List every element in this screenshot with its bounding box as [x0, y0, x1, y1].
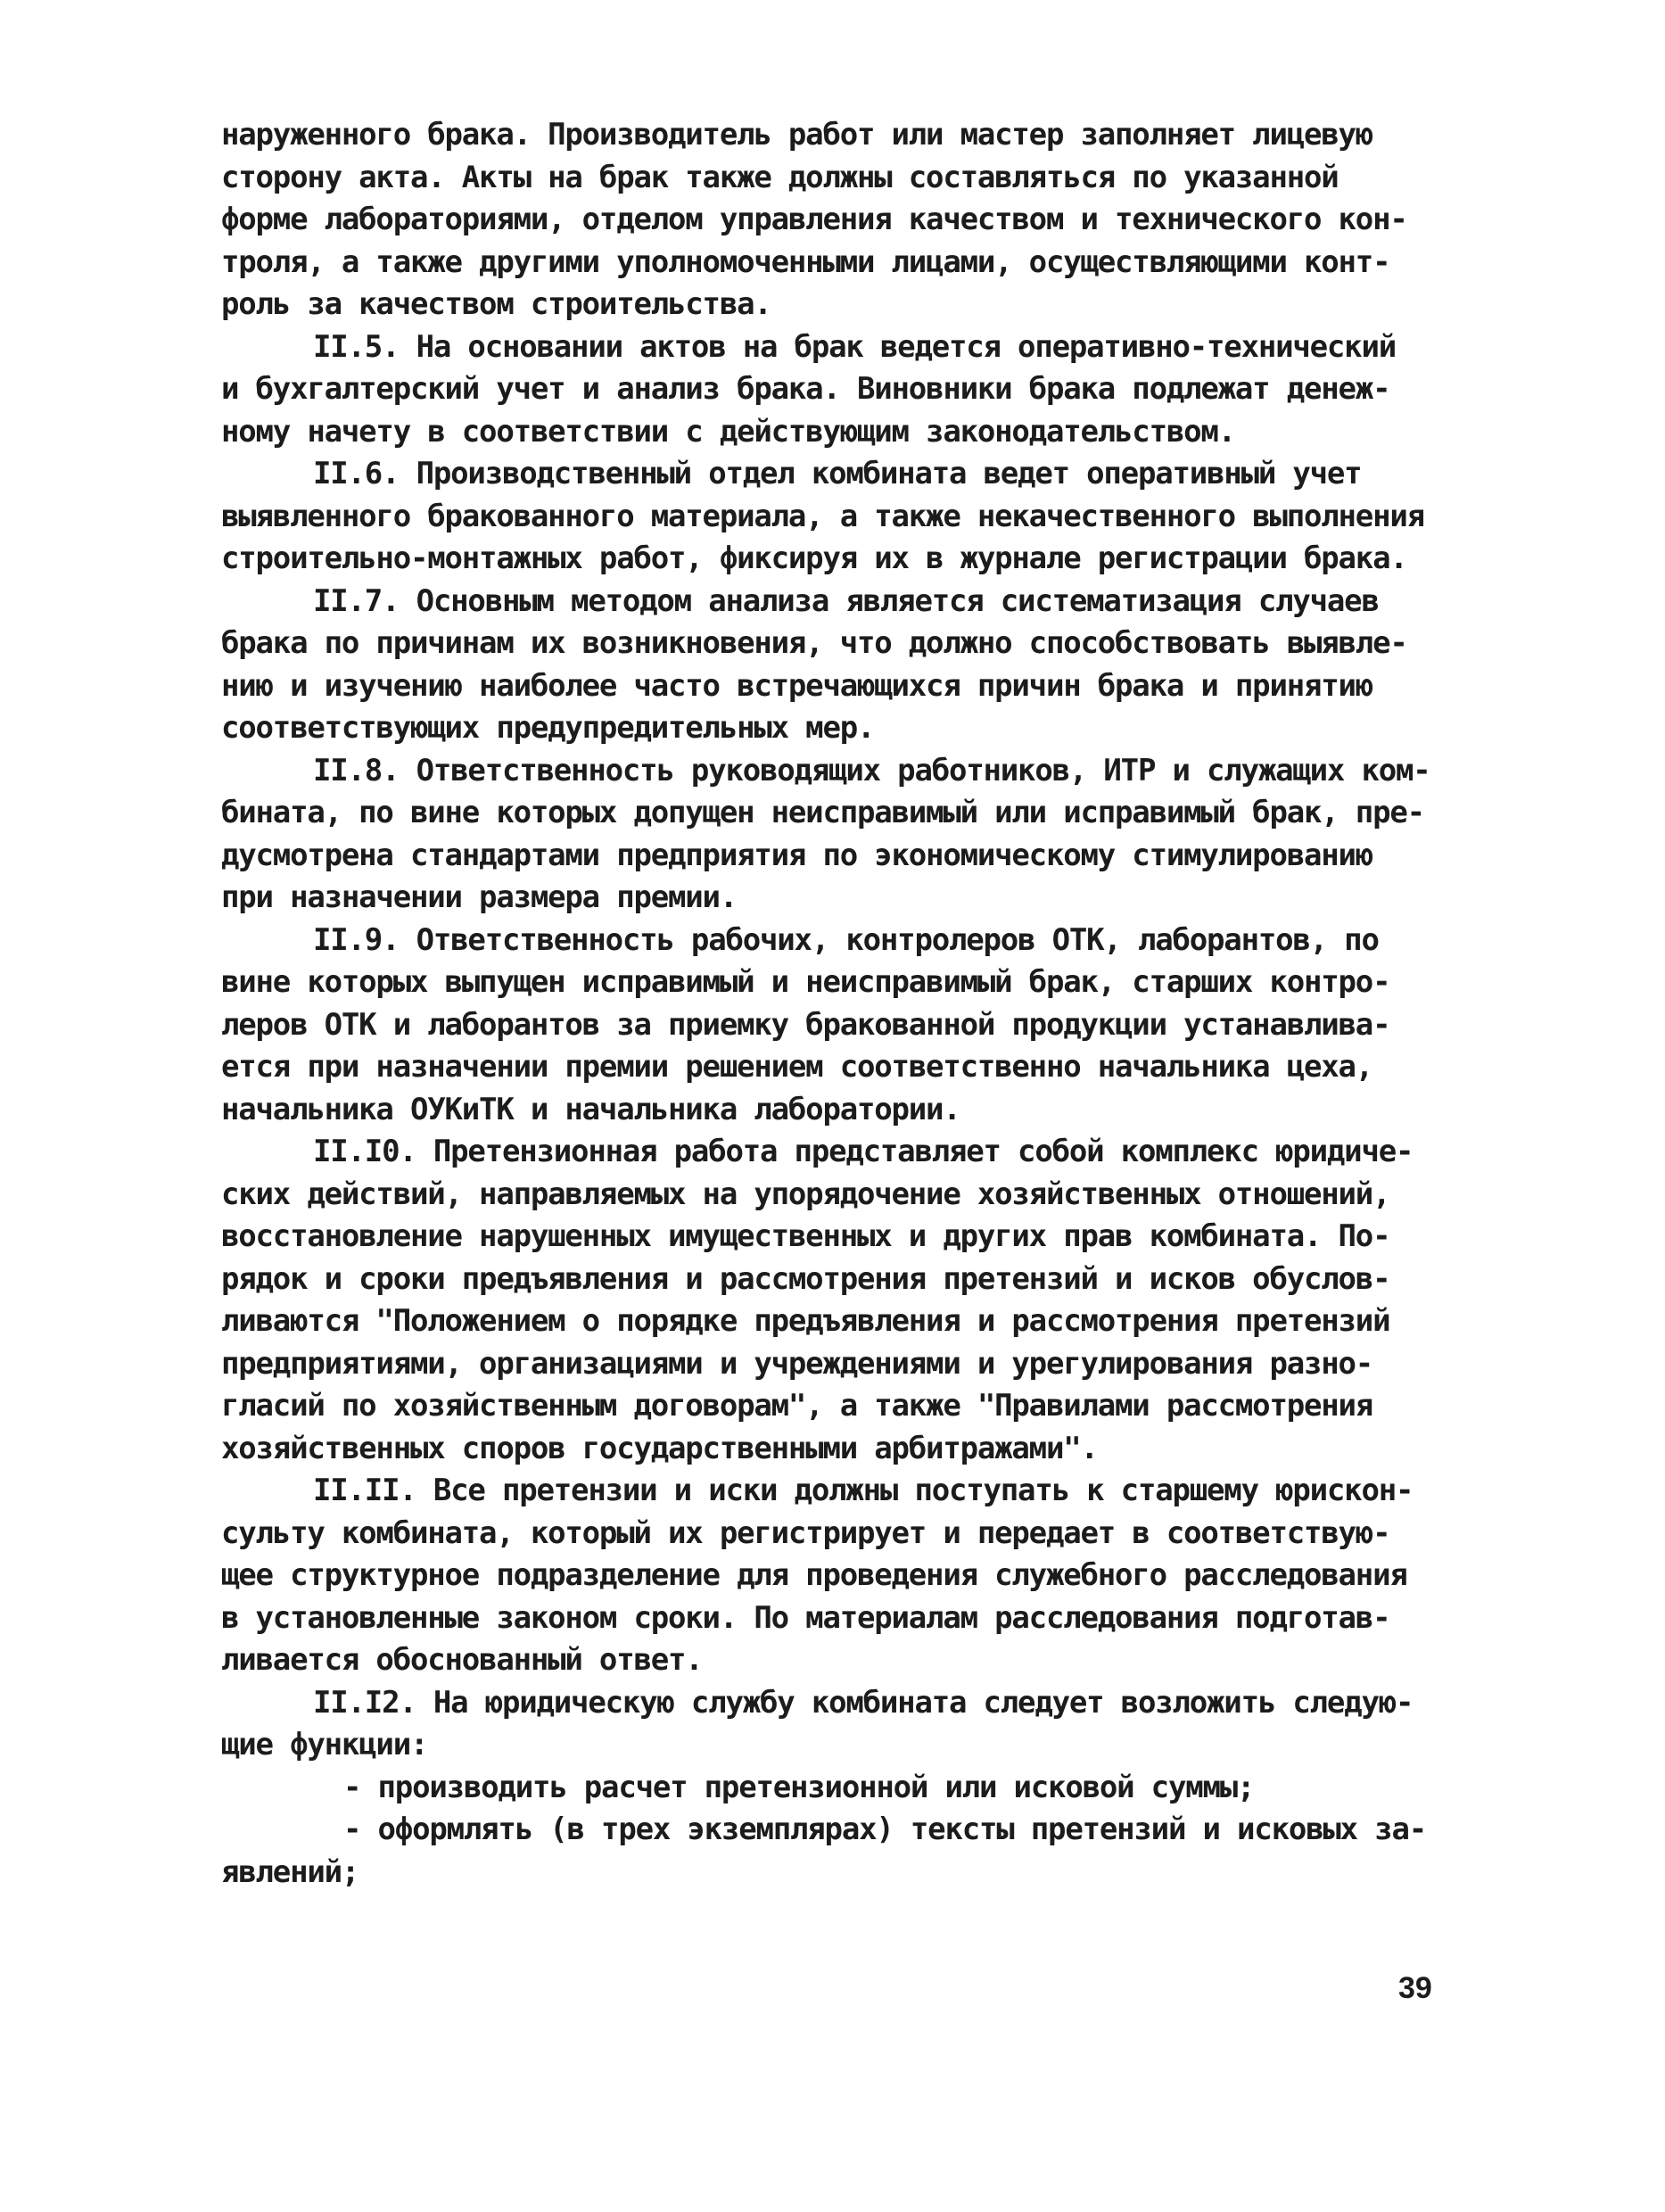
- text-line: сульту комбината, который их регистрирует и передает в соответствую-: [221, 1515, 1390, 1551]
- list-item: - оформлять (в трех экземплярах) тексты претензий и исковых за-: [343, 1812, 1426, 1847]
- text-line: брака по причинам их возникновения, что должно способствовать выявле-: [221, 625, 1407, 661]
- text-line: выявленного бракованного материала, а также некачественного выполнения: [221, 498, 1424, 534]
- text-line: вине которых выпущен исправимый и неисправимый брак, старших контро-: [221, 964, 1390, 1000]
- text-line: бината, по вине которых допущен неисправимый или исправимый брак, пре-: [221, 795, 1424, 830]
- text-line: в установленные законом сроки. По материалам расследования подготав-: [221, 1599, 1390, 1636]
- paragraph-start-11-5: II.5. На основании актов на брак ведется оперативно-технический: [313, 328, 1396, 365]
- text-line: ливаются "Положением о порядке предъявления и рассмотрения претензий: [221, 1303, 1390, 1339]
- list-item: - производить расчет претензионной или исковой суммы;: [343, 1769, 1255, 1805]
- text-line: нию и изучению наиболее часто встречающихся причин брака и принятию: [221, 667, 1373, 704]
- text-line: явлений;: [221, 1853, 359, 1890]
- text-line: рядок и сроки предъявления и рассмотрения претензий и исков обуслов-: [221, 1260, 1390, 1297]
- text-line: сторону акта. Акты на брак также должны составляться по указанной: [221, 159, 1339, 195]
- text-line: предприятиями, организациями и учреждениями и урегулирования разно-: [221, 1345, 1373, 1382]
- paragraph-start-11-9: II.9. Ответственность рабочих, контролеров ОТК, лаборантов, по: [313, 921, 1379, 958]
- text-line: восстановление нарушенных имущественных и других прав комбината. По-: [221, 1218, 1390, 1254]
- paragraph-start-11-6: II.6. Производственный отдел комбината ведет оперативный учет: [313, 456, 1362, 491]
- page-number: 39: [1398, 1971, 1432, 2005]
- text-line: троля, а также другими уполномоченными лицами, осуществляющими конт-: [221, 243, 1390, 280]
- paragraph-start-11-7: II.7. Основным методом анализа является систематизация случаев: [313, 582, 1379, 619]
- text-line: строительно-монтажных работ, фиксируя их в журнале регистрации брака.: [221, 541, 1407, 576]
- paragraph-start-11-10: II.I0. Претензионная работа представляет собой комплекс юридиче-: [313, 1134, 1414, 1169]
- text-line: при назначении размера премии.: [221, 879, 738, 915]
- text-line: начальника ОУКиТК и начальника лаборатории.: [221, 1091, 960, 1127]
- text-line: дусмотрена стандартами предприятия по экономическому стимулированию: [221, 837, 1373, 873]
- text-line: наруженного брака. Производитель работ или мастер заполняет лицевую: [221, 117, 1373, 153]
- text-line: ется при назначении премии решением соответственно начальника цеха,: [221, 1049, 1373, 1085]
- text-line: роль за качеством строительства.: [221, 286, 771, 322]
- text-line: хозяйственных споров государственными арбитражами".: [221, 1430, 1098, 1466]
- text-line: ских действий, направляемых на упорядочение хозяйственных отношений,: [221, 1176, 1390, 1212]
- text-line: щее структурное подразделение для проведения служебного расследования: [221, 1557, 1407, 1593]
- paragraph-start-11-12: II.I2. На юридическую службу комбината следует возложить следую-: [313, 1684, 1414, 1721]
- text-line: ливается обоснованный ответ.: [221, 1642, 703, 1678]
- text-line: щие функции:: [221, 1727, 428, 1762]
- text-line: ному начету в соответствии с действующим законодательством.: [221, 413, 1235, 450]
- paragraph-start-11-11: II.II. Все претензии и иски должны поступать к старшему юрискон-: [313, 1473, 1414, 1508]
- text-line: гласий по хозяйственным договорам", а также "Правилами рассмотрения: [221, 1388, 1373, 1424]
- paragraph-start-11-8: II.8. Ответственность руководящих работников, ИТР и служащих ком-: [313, 752, 1430, 788]
- text-line: форме лабораториями, отделом управления качеством и технического кон-: [221, 202, 1407, 237]
- text-line: соответствующих предупредительных мер.: [221, 710, 875, 746]
- text-line: и бухгалтерский учет и анализ брака. Виновники брака подлежат денеж-: [221, 371, 1390, 407]
- text-line: леров ОТК и лаборантов за приемку бракованной продукции устанавлива-: [221, 1006, 1390, 1043]
- body-text: [221, 114, 1452, 1894]
